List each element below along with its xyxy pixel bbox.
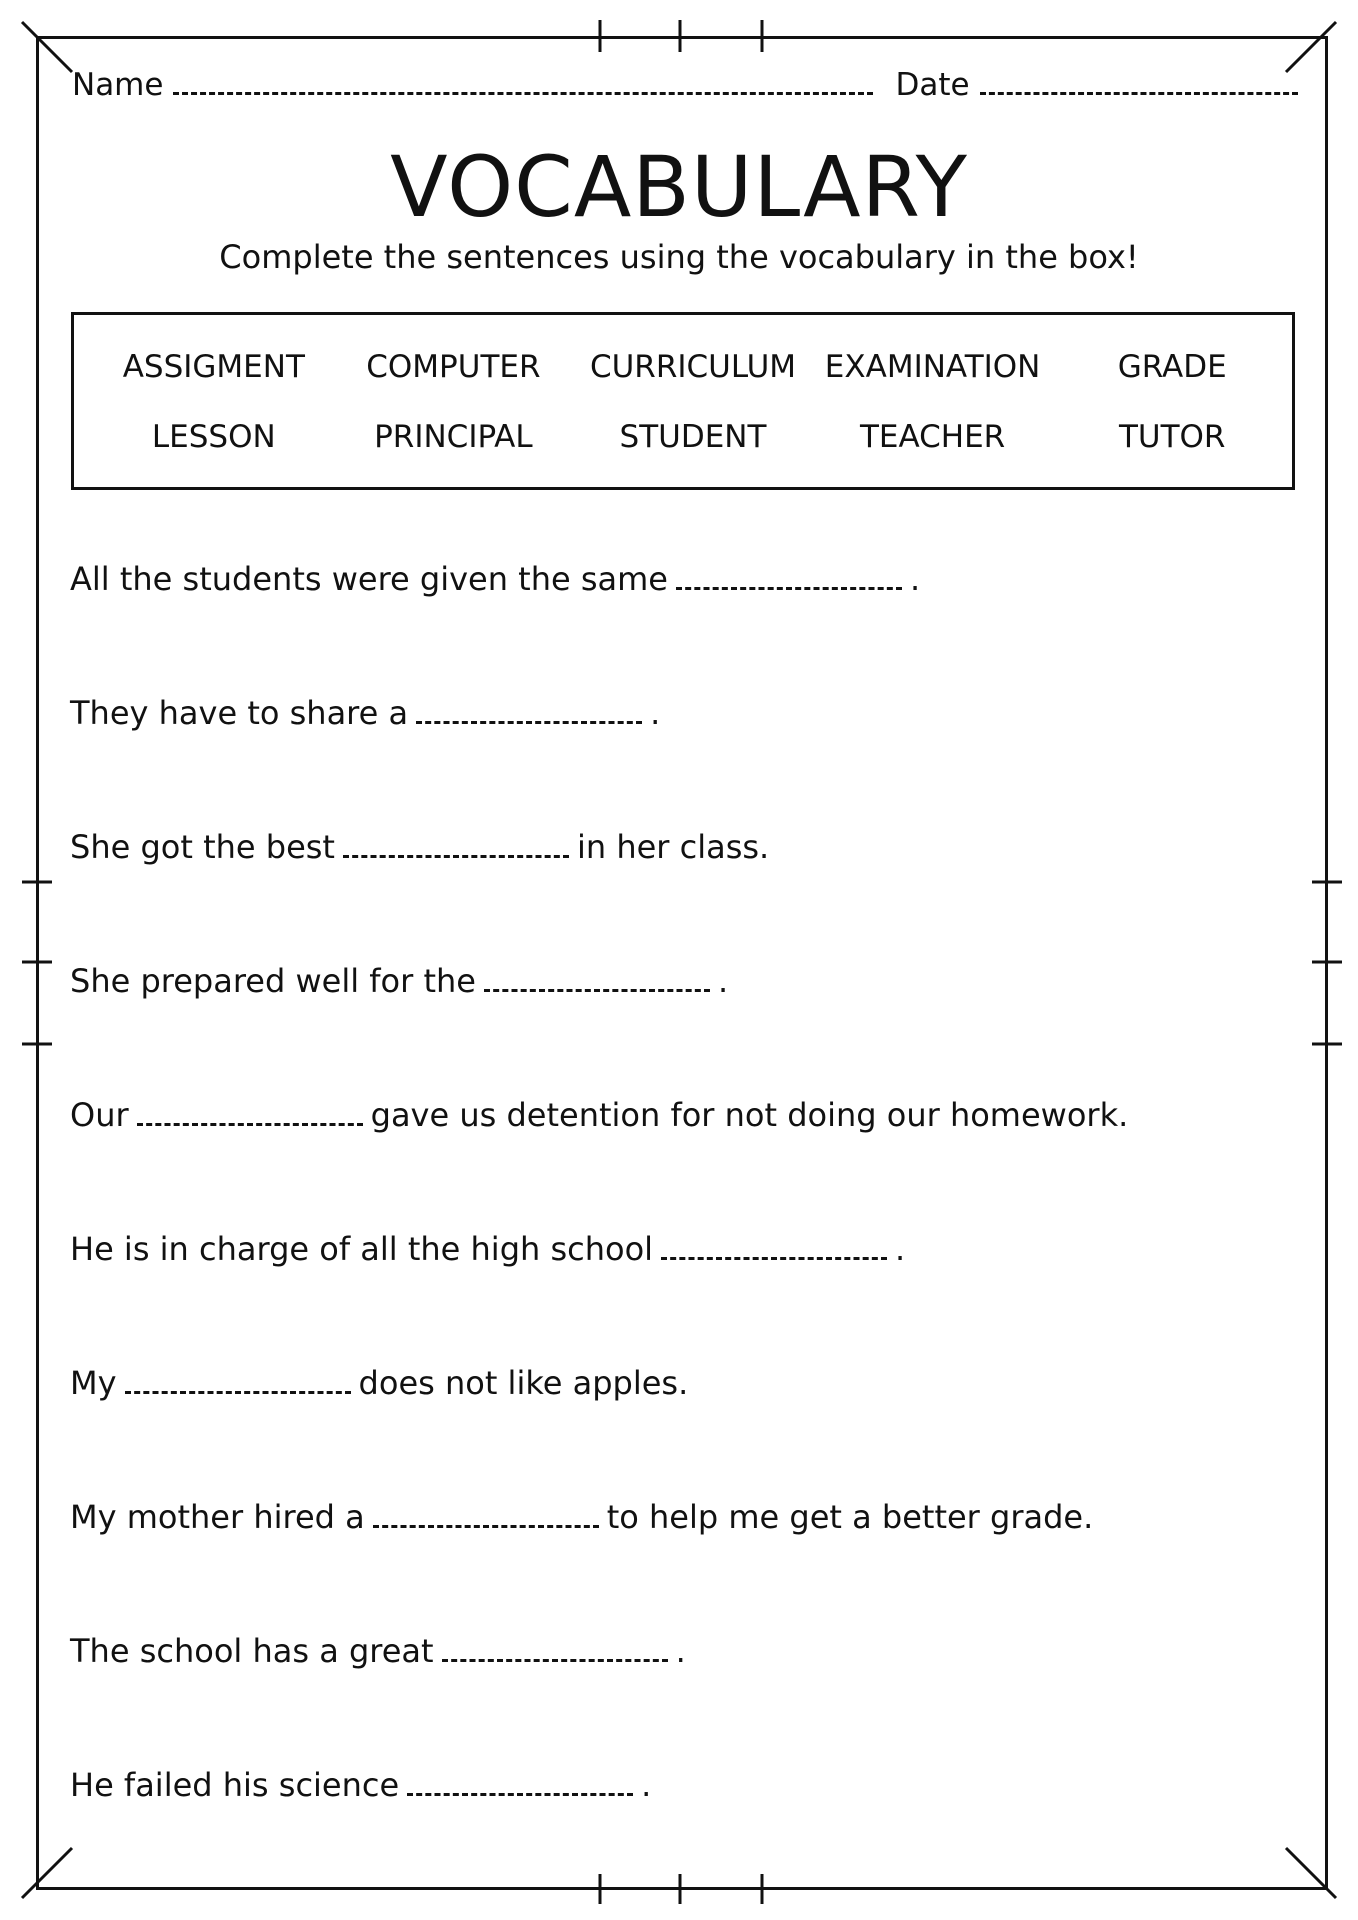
sentence-text-after: in her class.	[576, 828, 770, 866]
instructions: Complete the sentences using the vocabulary in the box!	[219, 238, 1139, 276]
word-bank-item: GRADE	[1117, 349, 1227, 385]
sentence-item	[70, 962, 728, 1000]
sentence-text-after: .	[895, 1230, 906, 1268]
sentence-text-before: He failed his science	[70, 1766, 400, 1804]
sentence-text-after: to help me get a better grade.	[606, 1498, 1094, 1536]
answer-blank[interactable]	[661, 1235, 887, 1260]
answer-blank[interactable]	[442, 1637, 668, 1662]
corner-mark-bottom-left	[22, 1848, 72, 1898]
sentence-text-after: .	[909, 560, 921, 598]
sentence-item	[70, 560, 920, 598]
corner-mark-top-left	[22, 22, 72, 72]
name-field[interactable]	[173, 66, 873, 95]
name-date-row	[72, 66, 1298, 103]
answer-blank[interactable]	[484, 967, 710, 992]
sentence-text-before: She got the best	[70, 828, 335, 866]
word-bank-item: TUTOR	[1118, 419, 1226, 455]
sentence-item	[70, 1498, 1093, 1536]
word-bank	[71, 312, 1295, 490]
word-bank-item: PRINCIPAL	[374, 419, 533, 455]
word-bank-item: EXAMINATION	[824, 349, 1041, 385]
word-bank-item: LESSON	[151, 419, 276, 455]
sentence-item	[70, 1364, 688, 1402]
sentence-text-after: .	[717, 962, 729, 1000]
sentence-item	[70, 828, 769, 866]
sentence-text-before: Our	[70, 1096, 129, 1134]
answer-blank[interactable]	[125, 1369, 351, 1394]
word-bank-item: STUDENT	[619, 419, 767, 455]
answer-blank[interactable]	[373, 1503, 599, 1528]
sentence-item	[70, 1766, 651, 1804]
sentence-text-before: All the students were given the same	[70, 560, 668, 598]
sentence-item	[70, 1632, 686, 1670]
name-label: Name	[72, 67, 164, 103]
answer-blank[interactable]	[407, 1771, 633, 1796]
sentence-text-before: My mother hired a	[70, 1498, 365, 1536]
sentence-text-after: gave us detention for not doing our homework.	[370, 1096, 1129, 1134]
sentence-text-before: The school has a great	[70, 1632, 434, 1670]
word-bank-item: TEACHER	[859, 419, 1006, 455]
page-title: VOCABULARY	[390, 138, 968, 236]
sentence-text-after: .	[650, 694, 661, 732]
sentence-item	[70, 1230, 905, 1268]
answer-blank[interactable]	[343, 833, 569, 858]
sentence-text-before: My	[70, 1364, 117, 1402]
word-bank-item: COMPUTER	[366, 349, 541, 385]
answer-blank[interactable]	[676, 565, 902, 590]
word-bank-item: ASSIGMENT	[122, 349, 305, 385]
date-field[interactable]	[980, 66, 1298, 95]
sentence-item	[70, 1096, 1128, 1134]
date-label: Date	[895, 67, 970, 103]
answer-blank[interactable]	[137, 1101, 363, 1126]
sentence-text-after: .	[675, 1632, 686, 1670]
corner-mark-bottom-right	[1286, 1848, 1336, 1898]
sentence-text-before: They have to share a	[70, 694, 409, 732]
sentence-item	[70, 694, 660, 732]
sentence-text-before: He is in charge of all the high school	[70, 1230, 654, 1268]
sentence-text-before: She prepared well for the	[70, 962, 476, 1000]
answer-blank[interactable]	[416, 699, 642, 724]
sentence-text-after: does not like apples.	[358, 1364, 689, 1402]
corner-mark-top-right	[1286, 22, 1336, 72]
word-bank-item: CURRICULUM	[589, 349, 797, 385]
sentence-text-after: .	[641, 1766, 652, 1804]
